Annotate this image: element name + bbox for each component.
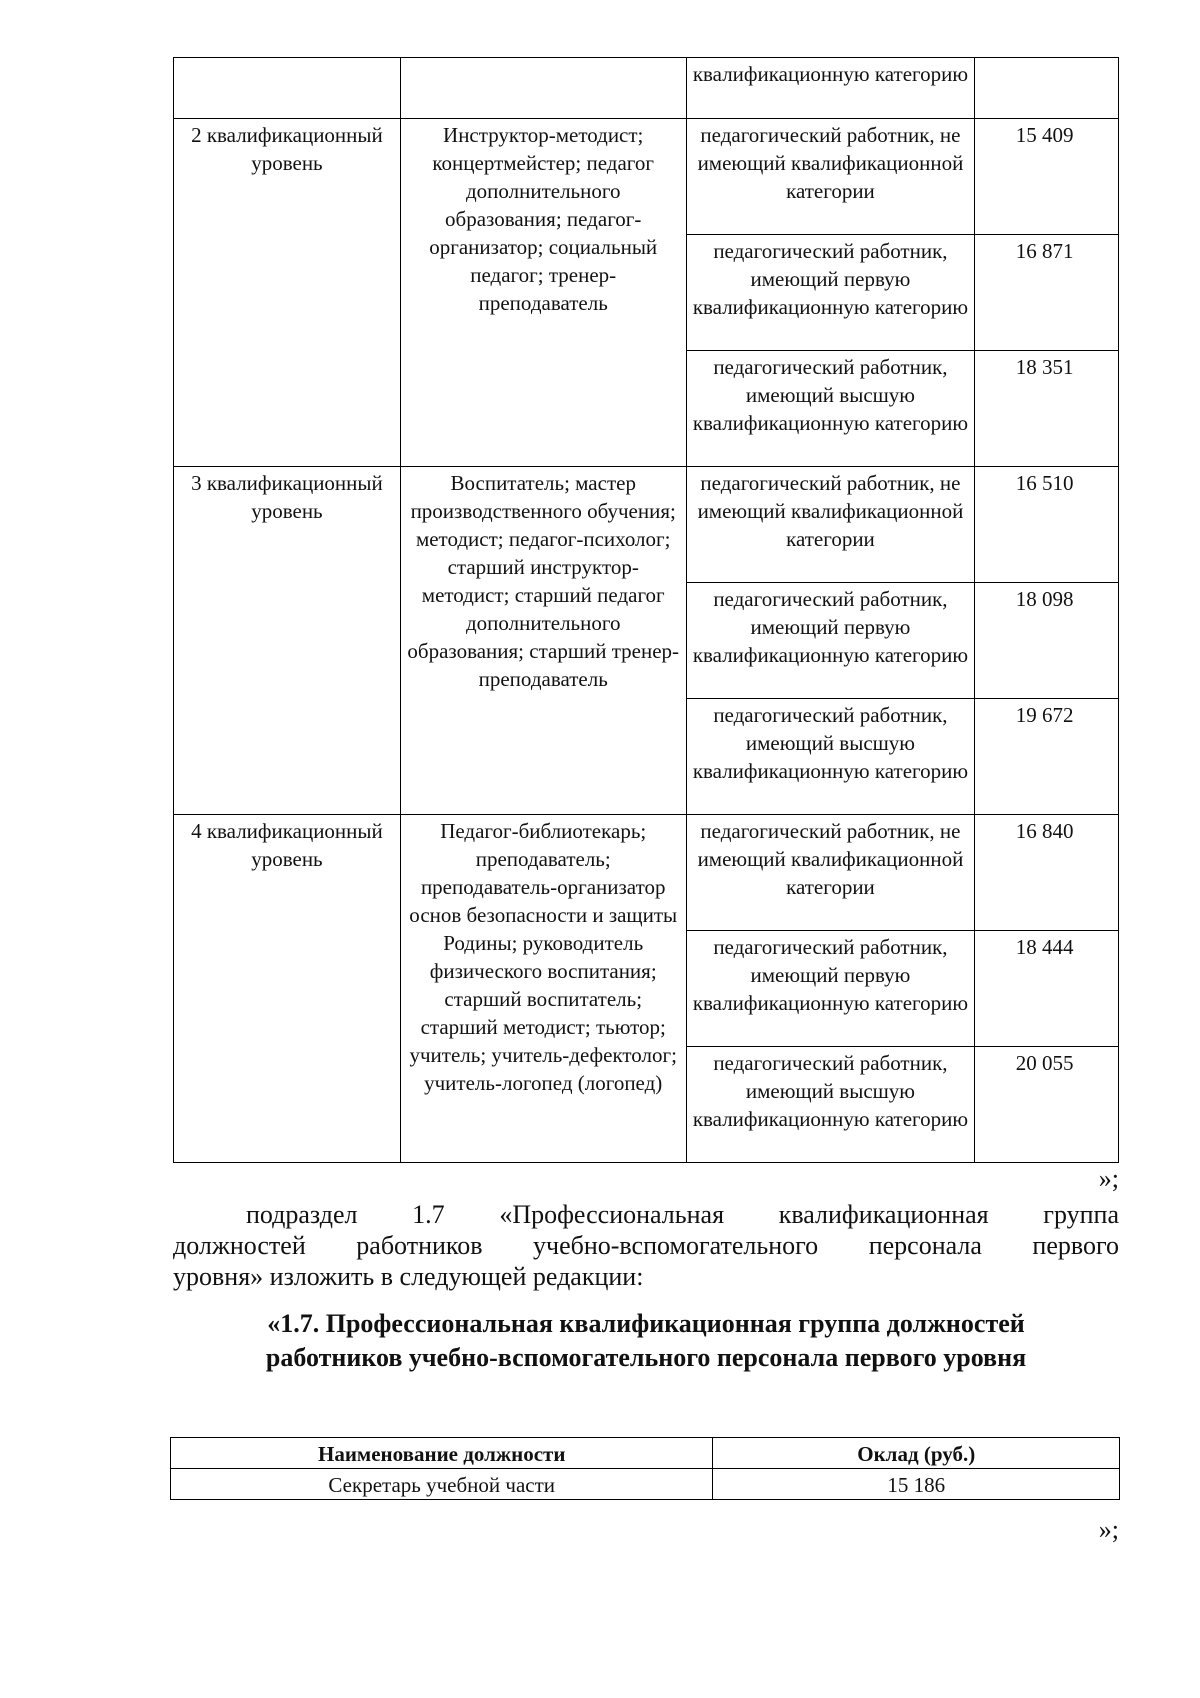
position-cell: Секретарь учебной части	[171, 1469, 713, 1500]
level-cell	[174, 58, 401, 119]
position-salary-table	[170, 1437, 1120, 1500]
category-cell: педагогический работник, имеющий высшую квалификационную категорию	[686, 699, 975, 815]
salary-value: 18 098	[1015, 587, 1074, 611]
body-paragraph	[173, 1199, 1119, 1292]
column-header: Оклад (руб.)	[713, 1438, 1120, 1469]
salary-cell	[975, 119, 1119, 235]
table-row	[171, 1469, 1120, 1500]
salary-cell	[975, 58, 1119, 119]
category-cell: квалификационную категорию	[686, 58, 975, 119]
quote-close-mark: »;	[1098, 1515, 1119, 1544]
salary-value: 20 055	[1015, 1051, 1074, 1075]
salary-cell: 15 186	[713, 1469, 1120, 1500]
heading-line: работников учебно-вспомогательного персонала первого уровня	[265, 1343, 1027, 1372]
paragraph-line: должностей работников учебно-вспомогательного персонала первого	[173, 1231, 1119, 1260]
category-cell: педагогический работник, имеющий высшую квалификационную категорию	[686, 351, 975, 467]
positions-cell: Инструктор-методист; концертмейстер; педагог дополнительного образования; педагог-организатор; социальный педагог; тренер-преподаватель	[400, 119, 686, 467]
paragraph-line: подраздел 1.7 «Профессиональная квалификационная группа	[246, 1200, 1119, 1229]
salary-cell	[975, 931, 1119, 1047]
level-cell: 4 квалификационный уровень	[174, 815, 401, 1163]
salary-cell	[975, 235, 1119, 351]
salary-cell	[975, 1047, 1119, 1163]
salary-cell	[975, 699, 1119, 815]
salary-cell	[975, 583, 1119, 699]
table-row	[174, 119, 1119, 235]
salary-value: 18 444	[1015, 935, 1074, 959]
level-cell: 3 квалификационный уровень	[174, 467, 401, 815]
category-cell: педагогический работник, не имеющий квалификационной категории	[686, 815, 975, 931]
positions-cell: Педагог-библиотекарь; преподаватель; преподаватель-организатор основ безопасности и защиты Родины; руководитель физического воспитания; старший воспитатель; старший методист; тьютор; учитель; учитель-дефектолог; учитель-логопед (логопед)	[400, 815, 686, 1163]
positions-cell: Воспитатель; мастер производственного обучения; методист; педагог-психолог; старший инструктор-методист; старший педагог дополнительного образования; старший тренер-преподаватель	[400, 467, 686, 815]
salary-cell	[975, 351, 1119, 467]
section-heading	[173, 1307, 1119, 1375]
level-cell: 2 квалификационный уровень	[174, 119, 401, 467]
column-header: Наименование должности	[171, 1438, 713, 1469]
category-cell: педагогический работник, имеющий первую квалификационную категорию	[686, 931, 975, 1047]
salary-value: 18 351	[1015, 355, 1074, 379]
category-cell: педагогический работник, имеющий высшую квалификационную категорию	[686, 1047, 975, 1163]
table-row	[174, 815, 1119, 931]
table-header-row	[171, 1438, 1120, 1469]
salary-cell	[975, 815, 1119, 931]
category-cell: педагогический работник, не имеющий квалификационной категории	[686, 119, 975, 235]
category-cell: педагогический работник, не имеющий квалификационной категории	[686, 467, 975, 583]
salary-cell	[975, 467, 1119, 583]
category-cell: педагогический работник, имеющий первую квалификационную категорию	[686, 235, 975, 351]
quote-close-mark: »;	[1098, 1164, 1119, 1193]
salary-value: 16 840	[1015, 819, 1074, 843]
category-cell: педагогический работник, имеющий первую квалификационную категорию	[686, 583, 975, 699]
heading-line: «1.7. Профессиональная квалификационная группа должностей	[267, 1309, 1025, 1338]
salary-value: 15 409	[1015, 123, 1074, 147]
qualification-salary-table	[173, 57, 1119, 1163]
salary-value: 16 510	[1015, 471, 1074, 495]
paragraph-line: уровня» изложить в следующей редакции:	[173, 1262, 644, 1291]
salary-value: 16 871	[1015, 239, 1074, 263]
table-row	[174, 467, 1119, 583]
positions-cell	[400, 58, 686, 119]
salary-value: 19 672	[1015, 703, 1074, 727]
table-row	[174, 58, 1119, 119]
